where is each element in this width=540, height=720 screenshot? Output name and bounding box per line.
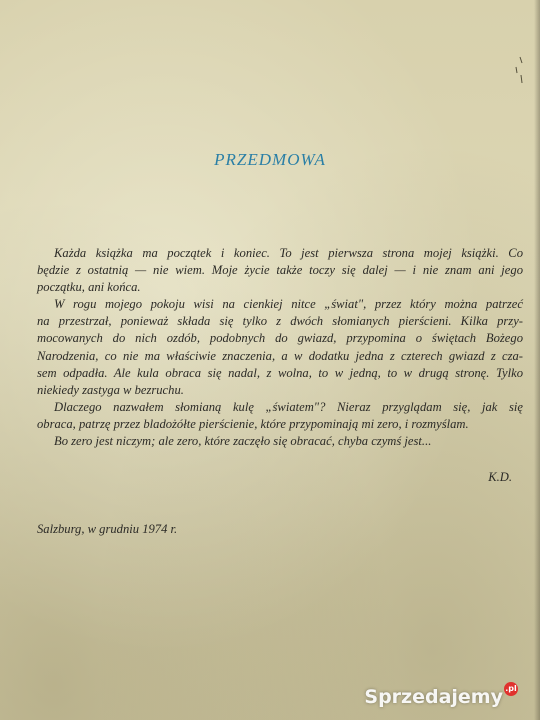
text-line: Każda książka ma początek i koniec. To jest pierwsza strona mojej książki. Co <box>54 246 523 260</box>
preface-body <box>37 245 523 450</box>
author-initials: K.D. <box>488 470 512 484</box>
place-and-date: Salzburg, w grudniu 1974 r. <box>37 522 178 536</box>
site-watermark <box>364 686 518 708</box>
page-edge-shadow <box>534 0 540 720</box>
paragraph-2 <box>37 296 523 399</box>
text-line: sem odpadła. Ale kula obraca się nadal, z wolna, to w jedną, to w drugą stronę. Tylko <box>37 365 523 380</box>
page-title: PRZEDMOWA <box>214 150 326 169</box>
text-line: będzie z ostatnią — nie wiem. Moje życie także toczy się dalej — i nie znam ani jego <box>37 263 523 278</box>
text-line: W rogu mojego pokoju wisi na cienkiej nitce „świat", przez który można patrzeć <box>54 297 523 312</box>
text-line: niekiedy zastyga w bezruchu. <box>37 382 184 397</box>
paragraph-1 <box>37 245 523 296</box>
watermark-badge: .pl <box>504 682 518 696</box>
text-line: obraca, patrzę przez bladożółte pierścienie, które przypominają mi zero, i rozmyślam. <box>37 416 469 431</box>
paragraph-4 <box>37 433 523 450</box>
text-line: mocowanych do nich ozdób, podobnych do gwiazd, przypomina o świętach Bożego <box>37 331 523 346</box>
paragraph-3 <box>37 399 523 433</box>
text-line: Dlaczego nazwałem słomianą kulę „światem"? Nieraz przyglądam się, jak się <box>54 399 523 414</box>
text-line: początku, ani końca. <box>37 280 141 295</box>
watermark-text: Sprzedajemy <box>364 686 503 708</box>
text-line: Bo zero jest niczym; ale zero, które zaczęło się obracać, chyba czymś jest... <box>54 434 432 449</box>
text-line: Narodzenia, co nie ma właściwie znaczenia, a w dodatku jedna z czterech gwiazd z cza- <box>37 348 523 363</box>
text-line: na przestrzał, ponieważ składa się tylko z dwóch słomianych pierścieni. Kilka przy- <box>37 314 523 329</box>
paper-specks <box>510 55 526 85</box>
